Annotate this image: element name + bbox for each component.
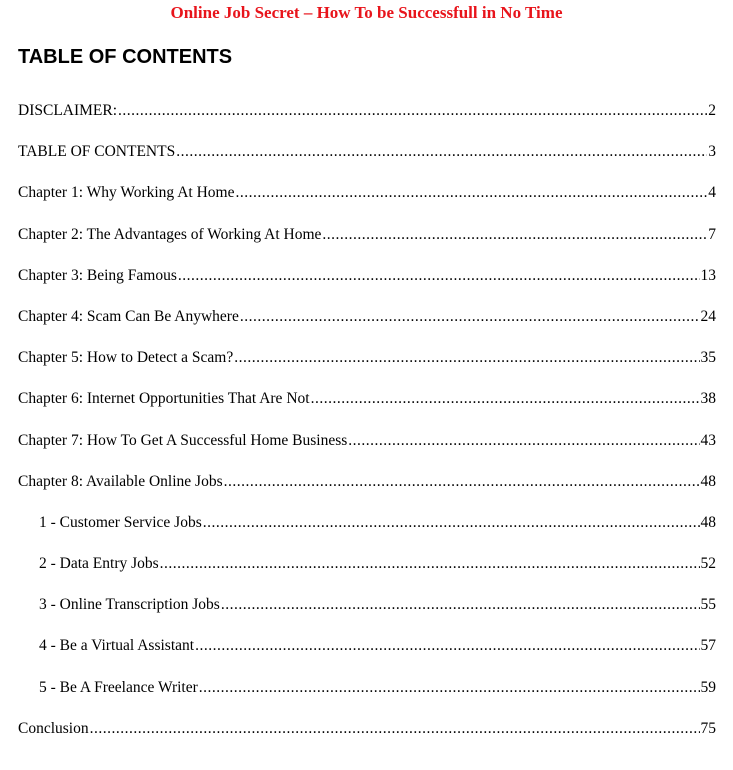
toc-entry-chapter-3[interactable] bbox=[0, 265, 733, 306]
toc-entry-chapter-5[interactable] bbox=[0, 347, 733, 388]
toc-page-number: 38 bbox=[700, 390, 716, 408]
toc-dot-leader bbox=[203, 512, 700, 534]
toc-page-number: 75 bbox=[700, 719, 716, 737]
toc-list bbox=[0, 100, 733, 759]
toc-entry-label: Chapter 3: Being Famous bbox=[18, 266, 177, 284]
toc-heading: TABLE OF CONTENTS bbox=[18, 46, 233, 68]
toc-entry-label: 1 - Customer Service Jobs bbox=[39, 513, 202, 531]
toc-page-number: 24 bbox=[700, 307, 716, 325]
toc-entry-label: Chapter 8: Available Online Jobs bbox=[18, 472, 223, 490]
toc-page-number: 7 bbox=[708, 225, 716, 243]
toc-dot-leader bbox=[322, 224, 707, 246]
toc-entry-label: 4 - Be a Virtual Assistant bbox=[39, 637, 195, 655]
toc-dot-leader bbox=[348, 430, 699, 452]
toc-entry-disclaimer[interactable] bbox=[0, 100, 733, 141]
toc-dot-leader bbox=[160, 553, 700, 575]
toc-entry-label: Chapter 1: Why Working At Home bbox=[18, 184, 235, 202]
toc-entry-conclusion[interactable] bbox=[0, 718, 733, 759]
toc-entry-chapter-4[interactable] bbox=[0, 306, 733, 347]
toc-entry-label: 2 - Data Entry Jobs bbox=[39, 555, 159, 573]
toc-dot-leader bbox=[199, 677, 700, 699]
toc-entry-chapter-7[interactable] bbox=[0, 430, 733, 471]
toc-dot-leader bbox=[240, 306, 700, 328]
toc-page-number: 57 bbox=[700, 637, 716, 655]
toc-entry-label: Chapter 6: Internet Opportunities That Are Not bbox=[18, 390, 310, 408]
toc-entry-label: Chapter 7: How To Get A Successful Home Business bbox=[18, 431, 348, 449]
toc-entry-label: DISCLAIMER: bbox=[18, 102, 118, 119]
toc-entry-customer-service-jobs[interactable] bbox=[0, 512, 733, 553]
toc-dot-leader bbox=[90, 718, 700, 740]
toc-dot-leader bbox=[235, 182, 707, 204]
toc-entry-table-of-contents[interactable] bbox=[0, 141, 733, 182]
toc-entry-label: TABLE OF CONTENTS bbox=[18, 143, 176, 161]
toc-dot-leader bbox=[311, 388, 700, 410]
toc-page-number: 48 bbox=[700, 513, 716, 531]
toc-entry-chapter-1[interactable] bbox=[0, 182, 733, 223]
toc-page-number: 59 bbox=[700, 678, 716, 696]
toc-dot-leader bbox=[195, 635, 699, 657]
toc-entry-freelance-writer[interactable] bbox=[0, 677, 733, 718]
toc-page-number: 4 bbox=[708, 184, 716, 202]
toc-entry-label: Chapter 2: The Advantages of Working At Home bbox=[18, 225, 322, 243]
toc-dot-leader bbox=[118, 100, 707, 122]
toc-dot-leader bbox=[221, 594, 700, 616]
toc-page-number: 13 bbox=[700, 266, 716, 284]
toc-dot-leader bbox=[234, 347, 699, 369]
toc-entry-label: Conclusion bbox=[18, 719, 89, 737]
toc-entry-label: Chapter 5: How to Detect a Scam? bbox=[18, 349, 234, 367]
toc-entry-chapter-8[interactable] bbox=[0, 471, 733, 512]
toc-page-number: 48 bbox=[700, 472, 716, 490]
toc-dot-leader bbox=[224, 471, 700, 493]
toc-dot-leader bbox=[176, 141, 707, 163]
toc-page-number: 3 bbox=[708, 143, 716, 161]
toc-page-number: 43 bbox=[700, 431, 716, 449]
toc-entry-data-entry-jobs[interactable] bbox=[0, 553, 733, 594]
toc-dot-leader bbox=[178, 265, 700, 287]
toc-entry-label: Chapter 4: Scam Can Be Anywhere bbox=[18, 307, 239, 325]
toc-page-number: 55 bbox=[700, 596, 716, 614]
running-title: Online Job Secret – How To be Successfull in No Time bbox=[170, 3, 563, 22]
toc-entry-label: 5 - Be A Freelance Writer bbox=[39, 678, 198, 696]
toc-page-number: 52 bbox=[700, 555, 716, 573]
toc-page-number: 2 bbox=[708, 102, 716, 119]
toc-entry-label: 3 - Online Transcription Jobs bbox=[39, 596, 220, 614]
toc-entry-chapter-2[interactable] bbox=[0, 224, 733, 265]
toc-entry-online-transcription-jobs[interactable] bbox=[0, 594, 733, 635]
toc-entry-chapter-6[interactable] bbox=[0, 388, 733, 429]
toc-entry-virtual-assistant[interactable] bbox=[0, 635, 733, 676]
toc-page-number: 35 bbox=[700, 349, 716, 367]
